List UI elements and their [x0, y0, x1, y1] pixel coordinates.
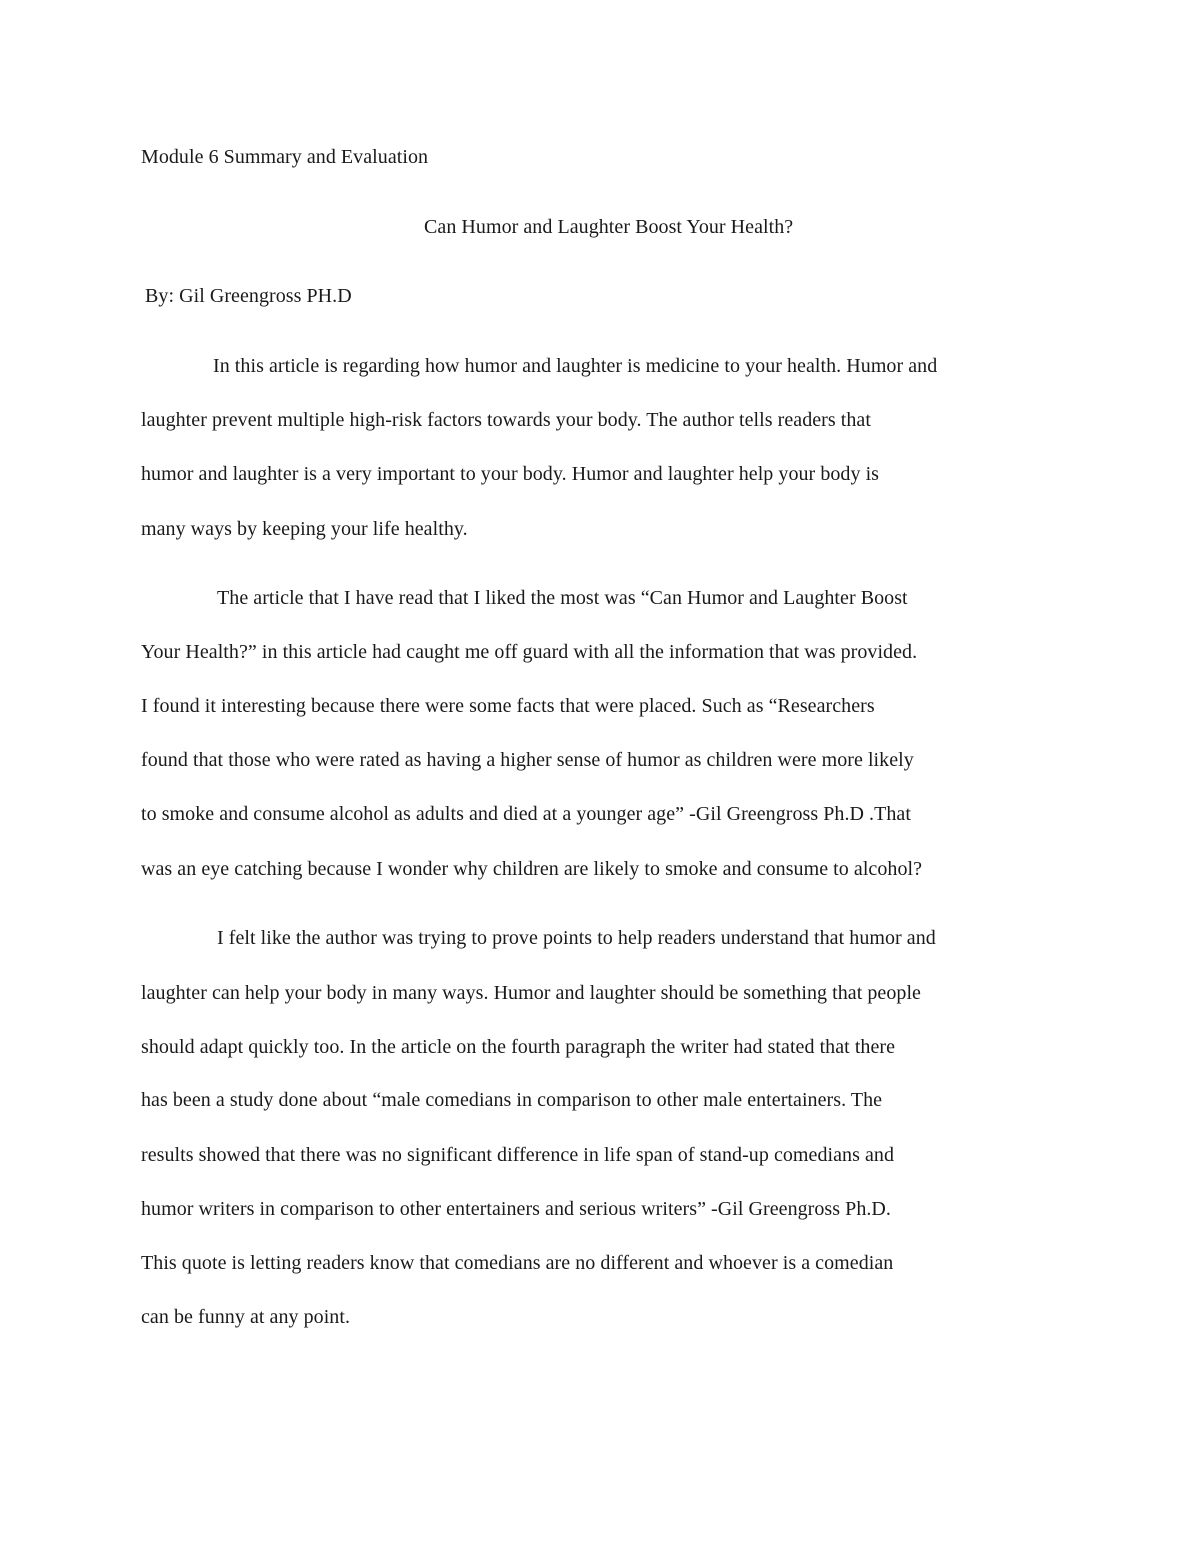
- paragraph-line: many ways by keeping your life healthy.: [141, 518, 468, 540]
- paragraph-line: laughter prevent multiple high-risk factors towards your body. The author tells readers that: [141, 409, 871, 431]
- paragraph-line: I felt like the author was trying to prove points to help readers understand that humor and: [217, 927, 936, 949]
- paragraph-line: can be funny at any point.: [141, 1306, 351, 1328]
- paragraph-line: The article that I have read that I liked the most was “Can Humor and Laughter Boost: [217, 587, 908, 609]
- article-title: Can Humor and Laughter Boost Your Health?: [424, 216, 794, 238]
- paragraph-line: Your Health?” in this article had caught me off guard with all the information that was provided.: [141, 641, 918, 663]
- article-byline: By: Gil Greengross PH.D: [145, 285, 352, 307]
- paragraph-line: results showed that there was no significant difference in life span of stand-up comedians and: [141, 1144, 894, 1166]
- paragraph-line: should adapt quickly too. In the article on the fourth paragraph the writer had stated that there: [141, 1036, 896, 1058]
- paragraph-line: found that those who were rated as having a higher sense of humor as children were more likely: [141, 749, 914, 771]
- paragraph-line: to smoke and consume alcohol as adults and died at a younger age” -Gil Greengross Ph.D .That: [141, 803, 911, 825]
- paragraph-line: This quote is letting readers know that comedians are no different and whoever is a comedian: [141, 1252, 894, 1274]
- paragraph-line: In this article is regarding how humor and laughter is medicine to your health. Humor and: [213, 355, 938, 377]
- paragraph-line: humor and laughter is a very important to your body. Humor and laughter help your body is: [141, 463, 880, 485]
- paragraph-line: was an eye catching because I wonder why children are likely to smoke and consume to alcohol?: [141, 858, 923, 880]
- paragraph-line: laughter can help your body in many ways. Humor and laughter should be something that people: [141, 982, 921, 1004]
- paragraph-line: has been a study done about “male comedians in comparison to other male entertainers. The: [141, 1089, 883, 1111]
- paragraph-line: I found it interesting because there were some facts that were placed. Such as “Researchers: [141, 695, 875, 717]
- paragraph-line: humor writers in comparison to other entertainers and serious writers” -Gil Greengross Ph.D.: [141, 1198, 891, 1220]
- document-header: Module 6 Summary and Evaluation: [141, 146, 429, 168]
